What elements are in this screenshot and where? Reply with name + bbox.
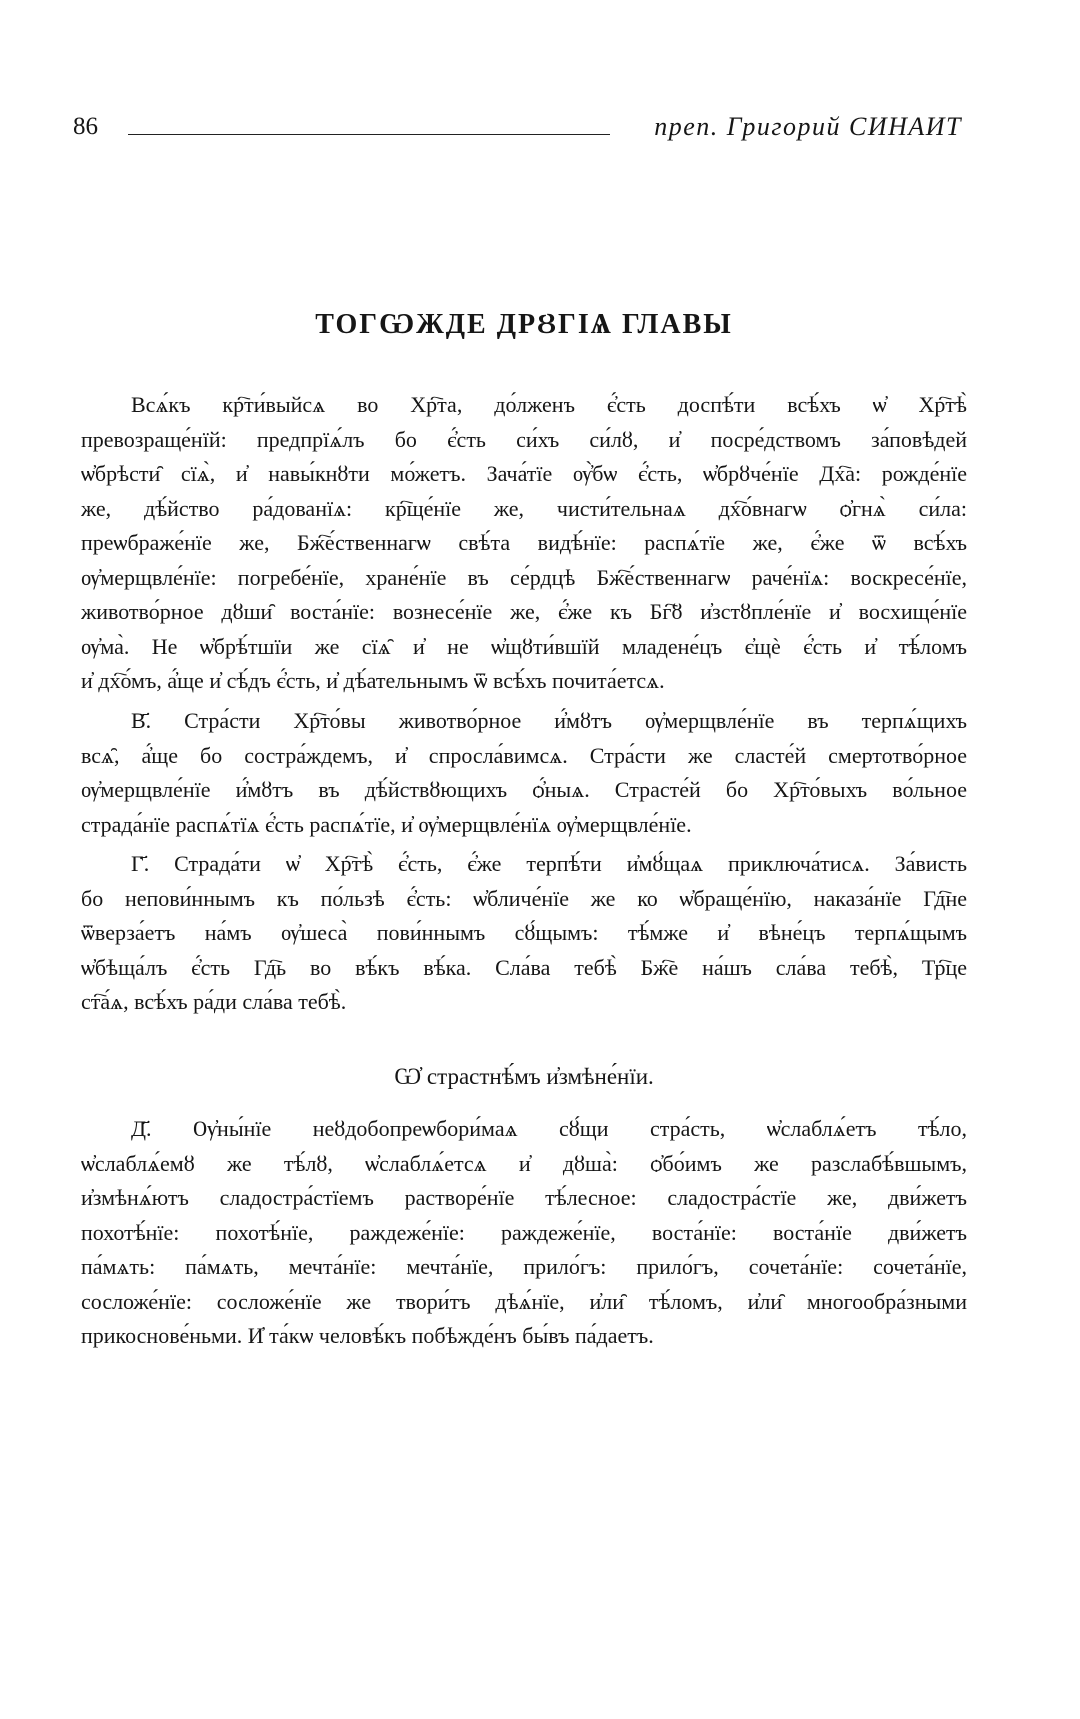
text-line: превозраще́нїй: предпрїѧ́лъ бо є҆́сть си́хъ си́лȣ, и҆ посре́дствомъ за́повѣдей (81, 426, 967, 452)
text-line: ст҇а́ѧ, всѣ́хъ ра́ди сла́ва тебѣ̀. (81, 989, 347, 1014)
text-line: ѡ҆бѣща́лъ є҆́сть Гд҇ь во вѣ́къ вѣ́ка. Сла́ва тебѣ̀ Бж҇е на́шъ сла́ва тебѣ̀, Тр҇це (81, 954, 967, 980)
paragraph-2 (81, 704, 967, 842)
text-line: и҆змѣнѧ́ютъ сладостра́стїемъ растворе́нїе тѣ́лесное: сладостра́стїе же, дви́жетъ (81, 1185, 967, 1210)
chapter-title: ТОГѠЖДЕ ДРȢГІѦ ГЛАВЫ (315, 309, 733, 340)
text-line: же, дѣ́йство ра́дованїѧ: кр҇ще́нїе же, чисти́тельнаѧ дх҇о́внагѡ ѻ҆гнѧ̀ си́ла: (81, 495, 967, 521)
text-line: похотѣ́нїе: похотѣ́нїе, раждеже́нїе: раждеже́нїе, воста́нїе: воста́нїе дви́жетъ (81, 1219, 967, 1245)
text-line: ѡ҆слаблѧ́емȣ же тѣ́лȣ, ѡ҆слаблѧ́етсѧ и҆ дȣша̀: ѻ҆бо́имъ же разслабѣ́вшымъ, (81, 1150, 967, 1176)
text-line: страда́нїе распѧ́тїѧ є҆́сть распѧ́тїе, и҆ ѹ҆мерщвле́нїѧ ѹ҆мерщвле́нїе. (81, 811, 692, 837)
text-line: ѹ҆мерщвле́нїе и҆́мȣтъ въ дѣ́йствȣющихъ ѻ҆́ныѧ. Страсте́й бо Хр҇то́выхъ во́льное (81, 777, 967, 802)
text-line: бо непови́ннымъ къ по́льзѣ є҆́сть: ѡ҆бличе́нїе же ко ѡ҆браще́нїю, наказа́нїе Гд҇не (81, 885, 967, 911)
text-line: Г҃. Страда́ти ѡ҆ Хр҇тѣ̀ є҆́сть, є҆́же терпѣ́ти и҆мȣ́щаѧ приключа́тисѧ. За́висть (131, 851, 967, 876)
paragraph-1 (81, 388, 967, 699)
text-line: прикоснове́ньми. И҆ та́кѡ человѣ́къ побѣжде́нъ бы́въ па́даетъ. (81, 1323, 654, 1348)
text-line: ѹ҆мерщвле́нїе: погребе́нїе, хране́нїе въ се́рдцѣ Бж҇е́ственнагѡ раче́нїѧ: воскресе́нїе, (81, 564, 967, 590)
text-line: па́мѧть: па́мѧть, мечта́нїе: мечта́нїе, прило́гъ: прило́гъ, сочета́нїе: сочета́нїе, (81, 1254, 967, 1279)
text-line: Всѧ́къ кр҇ти́выйсѧ во Хр҇та, до́лженъ є҆́сть доспѣ́ти всѣ́хъ ѡ҆ Хр҇тѣ̀ (131, 392, 967, 417)
text-line: Д҃. Ѹ҆ны́нїе неȣдобопреѡбори́маѧ сȣ́щи стра́сть, ѡ҆слаблѧ́етъ тѣ́ло, (131, 1116, 967, 1141)
paragraph-3 (81, 847, 967, 1020)
text-line: ѹ҆ма̀. Не ѡ҆брѣ́тшїи же сїѧ̑ и҆ не ѡ҆щȣти́вшїй младене́цъ є҆щѐ є҆́сть и҆ тѣ́ломъ (81, 633, 967, 659)
text-line: В҃. Стра́сти Хр҇то́вы животво́рное и҆́мȣтъ ѹ҆мерщвле́нїе въ терпѧ́щихъ (131, 708, 967, 733)
text-line: ѿверза́етъ на́мъ ѹ҆шеса̀ пови́ннымъ сȣ́щымъ: тѣ́мже и҆ вѣне́цъ терпѧ́щымъ (81, 920, 967, 945)
text-line: ѡ҆брѣсти̑ сїѧ̀, и҆ навы́кнȣти мо́жетъ. Зача́тїе ѹ҆̀бѡ є҆́сть, ѡ҆брȣче́нїе Дх҇а: рожде́нїе (81, 461, 967, 486)
running-title: преп. Григорий СИНАИТ (654, 112, 962, 141)
text-line: преѡбраже́нїе же, Бж҇е́ственнагѡ свѣ́та видѣ́нїе: распѧ́тїе же, є҆́же ѿ всѣ́хъ (81, 530, 967, 555)
text-line: сосложе́нїе: сосложе́нїе же твори́тъ дѣѧ́нїе, и҆ли̑ тѣ́ломъ, и҆ли̑ многообра́зными (81, 1288, 967, 1314)
paragraph-4 (81, 1112, 967, 1354)
header-rule (128, 134, 610, 135)
text-line: и҆ дх҇о́мъ, а҆́ще и҆ сѣ́дъ є҆́сть, и҆ дѣ́ательнымъ ѿ всѣ́хъ почита́етсѧ. (81, 668, 665, 693)
page-number: 86 (73, 113, 98, 140)
text-line: всѧ̑, а҆́ще бо состра́ждемъ, и҆ спросла́вимсѧ. Стра́сти же сласте́й смертотво́рное (81, 742, 967, 768)
section-heading: Ѡ҆ страстнѣ́мъ и҆змѣне́нїи. (394, 1064, 654, 1089)
text-line: животво́рное дȣши̑ воста́нїе: вознесе́нїе же, є҆́же къ Бг҇ȣ и҆зстȣпле́нїе и҆ восхище́нїе (81, 599, 967, 624)
